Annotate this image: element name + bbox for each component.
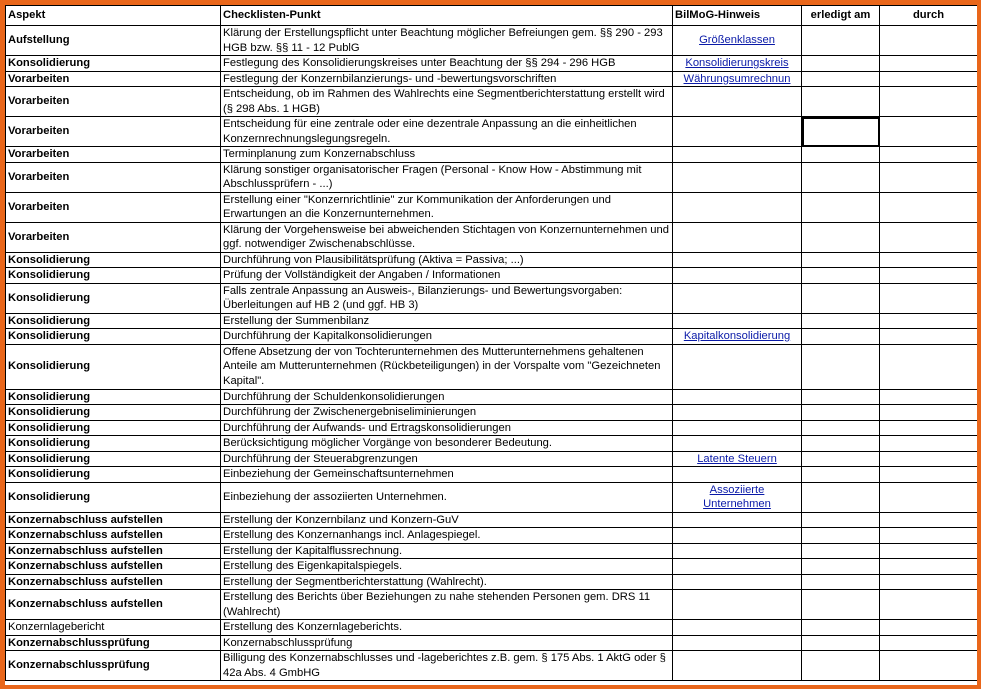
aspect-cell[interactable]: Konsolidierung (6, 344, 221, 389)
done-on-cell[interactable] (802, 405, 880, 421)
done-by-cell[interactable] (880, 26, 978, 56)
aspect-cell[interactable]: Konsolidierung (6, 482, 221, 512)
done-by-cell[interactable] (880, 283, 978, 313)
aspect-cell[interactable]: Konsolidierung (6, 451, 221, 467)
done-by-cell[interactable] (880, 590, 978, 620)
table-row (6, 162, 978, 192)
table-row (6, 56, 978, 72)
bilmog-hint-cell[interactable] (673, 26, 802, 56)
checklist-item-cell[interactable]: Prüfung der Vollständigkeit der Angaben / Informationen (221, 268, 673, 284)
done-on-cell[interactable] (802, 56, 880, 72)
bilmog-hint-link[interactable]: Assoziierte Unternehmen (703, 483, 771, 510)
done-on-cell[interactable] (802, 559, 880, 575)
bilmog-hint-link[interactable]: Währungsumrechnun (683, 72, 791, 85)
checklist-item-cell[interactable]: Durchführung der Aufwands- und Ertragskonsolidierungen (221, 420, 673, 436)
bilmog-hint-cell[interactable] (673, 635, 802, 651)
done-by-cell[interactable] (880, 405, 978, 421)
checklist-item-cell[interactable]: Berücksichtigung möglicher Vorgänge von besonderer Bedeutung. (221, 436, 673, 452)
bilmog-hint-link[interactable]: Latente Steuern (697, 452, 777, 465)
done-by-cell[interactable] (880, 559, 978, 575)
done-on-cell[interactable] (802, 543, 880, 559)
done-by-cell[interactable] (880, 192, 978, 222)
bilmog-hint-cell[interactable] (673, 71, 802, 87)
done-by-cell[interactable] (880, 574, 978, 590)
table-row (6, 329, 978, 345)
checklist-item-cell[interactable]: Einbeziehung der Gemeinschaftsunternehmen (221, 467, 673, 483)
done-by-cell[interactable] (880, 635, 978, 651)
table-row (6, 512, 978, 528)
bilmog-hint-cell[interactable] (673, 528, 802, 544)
done-by-cell[interactable] (880, 344, 978, 389)
done-by-cell[interactable] (880, 268, 978, 284)
aspect-cell[interactable]: Konsolidierung (6, 389, 221, 405)
done-by-cell[interactable] (880, 162, 978, 192)
done-on-cell[interactable] (802, 117, 880, 147)
aspect-cell[interactable]: Konsolidierung (6, 329, 221, 345)
aspect-cell[interactable]: Konsolidierung (6, 420, 221, 436)
done-by-cell[interactable] (880, 543, 978, 559)
done-on-cell[interactable] (802, 528, 880, 544)
done-on-cell[interactable] (802, 283, 880, 313)
checklist-item-cell[interactable]: Durchführung der Zwischenergebniseliminierungen (221, 405, 673, 421)
checklist-item-cell[interactable]: Erstellung des Konzernlageberichts. (221, 620, 673, 636)
bilmog-hint-cell[interactable] (673, 252, 802, 268)
checklist-item-cell[interactable]: Erstellung des Eigenkapitalspiegels. (221, 559, 673, 575)
done-on-cell[interactable] (802, 147, 880, 163)
bilmog-hint-link[interactable]: Konsolidierungskreis (685, 57, 789, 69)
header-row (6, 6, 978, 26)
header-bilmog-hint[interactable]: BilMoG-Hinweis (673, 6, 802, 26)
done-on-cell[interactable] (802, 389, 880, 405)
header-aspect[interactable]: Aspekt (6, 6, 221, 26)
table-row (6, 192, 978, 222)
table-row (6, 420, 978, 436)
aspect-cell[interactable]: Vorarbeiten (6, 192, 221, 222)
checklist-item-cell[interactable]: Offene Absetzung der von Tochterunternehmen des Mutterunternehmens gehaltenen Anteile am Mutterunternehmen (Rückbeteiligungen) in der Vorspalte vom "Gezeichneten Kapital". (221, 344, 673, 389)
table-row (6, 147, 978, 163)
table-row (6, 574, 978, 590)
done-by-cell[interactable] (880, 222, 978, 252)
table-row (6, 590, 978, 620)
aspect-cell[interactable]: Konsolidierung (6, 56, 221, 72)
aspect-cell[interactable]: Konzernabschluss aufstellen (6, 512, 221, 528)
checklist-item-cell[interactable]: Klärung der Erstellungspflicht unter Beachtung möglicher Befreiungen gem. §§ 290 - 293 HGB bzw. §§ 11 - 12 PublG (221, 26, 673, 56)
checklist-item-cell[interactable]: Klärung sonstiger organisatorischer Fragen (Personal - Know How - Abstimmung mit Abschlussprüfern - ...) (221, 162, 673, 192)
table-row (6, 222, 978, 252)
checklist-body (6, 26, 978, 681)
done-by-cell[interactable] (880, 87, 978, 117)
checklist-item-cell[interactable]: Terminplanung zum Konzernabschluss (221, 147, 673, 163)
table-row (6, 283, 978, 313)
bilmog-hint-cell[interactable] (673, 482, 802, 512)
table-row (6, 71, 978, 87)
done-on-cell[interactable] (802, 512, 880, 528)
done-by-cell[interactable] (880, 252, 978, 268)
bilmog-hint-cell[interactable] (673, 620, 802, 636)
checklist-item-cell[interactable]: Durchführung der Kapitalkonsolidierungen (221, 329, 673, 345)
checklist-item-cell[interactable]: Festlegung der Konzernbilanzierungs- und -bewertungsvorschriften (221, 71, 673, 87)
aspect-cell[interactable]: Konsolidierung (6, 268, 221, 284)
bilmog-hint-cell[interactable] (673, 405, 802, 421)
checklist-item-cell[interactable]: Erstellung der Segmentberichterstattung (Wahlrecht). (221, 574, 673, 590)
aspect-cell[interactable]: Konsolidierung (6, 467, 221, 483)
table-row (6, 436, 978, 452)
checklist-item-cell[interactable]: Falls zentrale Anpassung an Ausweis-, Bilanzierungs- und Bewertungsvorgaben: Überleitungen auf HB 2 (und ggf. HB 3) (221, 283, 673, 313)
done-by-cell[interactable] (880, 467, 978, 483)
checklist-item-cell[interactable]: Einbeziehung der assoziierten Unternehmen. (221, 482, 673, 512)
done-on-cell[interactable] (802, 420, 880, 436)
bilmog-hint-cell[interactable] (673, 268, 802, 284)
done-by-cell[interactable] (880, 420, 978, 436)
table-row (6, 87, 978, 117)
table-row (6, 268, 978, 284)
table-row (6, 389, 978, 405)
done-on-cell[interactable] (802, 329, 880, 345)
checklist-item-cell[interactable]: Festlegung des Konsolidierungskreises unter Beachtung der §§ 294 - 296 HGB (221, 56, 673, 72)
table-row (6, 482, 978, 512)
table-row (6, 467, 978, 483)
done-on-cell[interactable] (802, 162, 880, 192)
done-by-cell[interactable] (880, 651, 978, 681)
checklist-item-cell[interactable]: Konzernabschlussprüfung (221, 635, 673, 651)
bilmog-hint-cell[interactable] (673, 651, 802, 681)
bilmog-hint-cell[interactable] (673, 329, 802, 345)
checklist-item-cell[interactable]: Durchführung der Schuldenkonsolidierungen (221, 389, 673, 405)
done-by-cell[interactable] (880, 117, 978, 147)
table-row (6, 313, 978, 329)
checklist-item-cell[interactable]: Erstellung der Kapitalflussrechnung. (221, 543, 673, 559)
done-on-cell[interactable] (802, 192, 880, 222)
aspect-cell[interactable]: Konsolidierung (6, 405, 221, 421)
done-on-cell[interactable] (802, 436, 880, 452)
aspect-cell[interactable]: Vorarbeiten (6, 71, 221, 87)
table-row (6, 451, 978, 467)
table-row (6, 405, 978, 421)
done-on-cell[interactable] (802, 451, 880, 467)
done-on-cell[interactable] (802, 574, 880, 590)
bilmog-hint-cell[interactable] (673, 467, 802, 483)
table-row (6, 252, 978, 268)
checklist-item-cell[interactable]: Durchführung von Plausibilitätsprüfung (Aktiva = Passiva; ...) (221, 252, 673, 268)
checklist-item-cell[interactable]: Entscheidung, ob im Rahmen des Wahlrechts eine Segmentberichterstattung erstellt wird (§ 298 Abs. 1 HGB) (221, 87, 673, 117)
checklist-item-cell[interactable]: Durchführung der Steuerabgrenzungen (221, 451, 673, 467)
done-on-cell[interactable] (802, 313, 880, 329)
aspect-cell[interactable]: Vorarbeiten (6, 117, 221, 147)
header-done-on[interactable]: erledigt am (802, 6, 880, 26)
done-on-cell[interactable] (802, 590, 880, 620)
done-on-cell[interactable] (802, 222, 880, 252)
done-by-cell[interactable] (880, 147, 978, 163)
header-done-by[interactable]: durch (880, 6, 978, 26)
bilmog-hint-cell[interactable] (673, 590, 802, 620)
bilmog-hint-cell[interactable] (673, 147, 802, 163)
aspect-cell[interactable]: Vorarbeiten (6, 147, 221, 163)
bilmog-hint-cell[interactable] (673, 313, 802, 329)
done-by-cell[interactable] (880, 329, 978, 345)
bilmog-hint-cell[interactable] (673, 512, 802, 528)
done-on-cell[interactable] (802, 87, 880, 117)
bilmog-hint-cell[interactable] (673, 344, 802, 389)
table-row (6, 651, 978, 681)
bilmog-hint-link[interactable]: Kapitalkonsolidierung (683, 330, 791, 342)
done-on-cell[interactable] (802, 467, 880, 483)
table-row (6, 543, 978, 559)
checklist-item-cell[interactable]: Entscheidung für eine zentrale oder eine dezentrale Anpassung an die einheitlichen Konzernrechnungslegungsregeln. (221, 117, 673, 147)
checklist-item-cell[interactable]: Erstellung der Summenbilanz (221, 313, 673, 329)
done-by-cell[interactable] (880, 71, 978, 87)
bilmog-hint-cell[interactable] (673, 56, 802, 72)
bilmog-hint-cell[interactable] (673, 559, 802, 575)
bilmog-hint-cell[interactable] (673, 389, 802, 405)
done-on-cell[interactable] (802, 620, 880, 636)
done-by-cell[interactable] (880, 482, 978, 512)
checklist-item-cell[interactable]: Klärung der Vorgehensweise bei abweichenden Stichtagen von Konzernunternehmen und ggf. notwendiger Zwischenabschlüsse. (221, 222, 673, 252)
aspect-cell[interactable]: Konsolidierung (6, 313, 221, 329)
bilmog-hint-cell[interactable] (673, 436, 802, 452)
aspect-cell[interactable]: Konzernabschluss aufstellen (6, 590, 221, 620)
table-row (6, 26, 978, 56)
aspect-cell[interactable]: Konzernabschluss aufstellen (6, 528, 221, 544)
bilmog-hint-cell[interactable] (673, 192, 802, 222)
bilmog-hint-link[interactable]: Größenklassen (699, 34, 775, 47)
bilmog-hint-cell[interactable] (673, 222, 802, 252)
aspect-cell[interactable]: Vorarbeiten (6, 87, 221, 117)
bilmog-hint-cell[interactable] (673, 283, 802, 313)
done-by-cell[interactable] (880, 313, 978, 329)
bilmog-hint-cell[interactable] (673, 451, 802, 467)
table-row (6, 620, 978, 636)
bilmog-hint-cell[interactable] (673, 87, 802, 117)
aspect-cell[interactable]: Vorarbeiten (6, 162, 221, 192)
bilmog-hint-cell[interactable] (673, 420, 802, 436)
done-by-cell[interactable] (880, 389, 978, 405)
aspect-cell[interactable]: Konzernabschluss aufstellen (6, 574, 221, 590)
table-row (6, 528, 978, 544)
done-on-cell[interactable] (802, 71, 880, 87)
aspect-cell[interactable]: Aufstellung (6, 26, 221, 56)
aspect-cell[interactable]: Konsolidierung (6, 283, 221, 313)
done-by-cell[interactable] (880, 436, 978, 452)
aspect-cell[interactable]: Konzernabschlussprüfung (6, 635, 221, 651)
checklist-item-cell[interactable]: Erstellung des Berichts über Beziehungen zu nahe stehenden Personen gem. DRS 11 (Wahlrecht) (221, 590, 673, 620)
done-by-cell[interactable] (880, 512, 978, 528)
done-by-cell[interactable] (880, 451, 978, 467)
checklist-table (5, 5, 977, 681)
header-checklist-item[interactable]: Checklisten-Punkt (221, 6, 673, 26)
bilmog-hint-cell[interactable] (673, 574, 802, 590)
done-on-cell[interactable] (802, 252, 880, 268)
aspect-cell[interactable]: Konzernabschlussprüfung (6, 651, 221, 681)
done-by-cell[interactable] (880, 620, 978, 636)
aspect-cell[interactable]: Konzernabschluss aufstellen (6, 559, 221, 575)
table-row (6, 635, 978, 651)
spreadsheet (5, 5, 977, 685)
checklist-item-cell[interactable]: Erstellung des Konzernanhangs incl. Anlagespiegel. (221, 528, 673, 544)
table-row (6, 559, 978, 575)
done-on-cell[interactable] (802, 26, 880, 56)
checklist-item-cell[interactable]: Erstellung einer "Konzernrichtlinie" zur Kommunikation der Anforderungen und Erwartungen an die Konzernunternehmen. (221, 192, 673, 222)
done-on-cell[interactable] (802, 482, 880, 512)
checklist-item-cell[interactable]: Billigung des Konzernabschlusses und -lageberichtes z.B. gem. § 175 Abs. 1 AktG oder § 42a Abs. 4 GmbHG (221, 651, 673, 681)
done-on-cell[interactable] (802, 344, 880, 389)
bilmog-hint-cell[interactable] (673, 117, 802, 147)
aspect-cell[interactable]: Konsolidierung (6, 436, 221, 452)
table-row (6, 117, 978, 147)
done-on-cell[interactable] (802, 651, 880, 681)
aspect-cell[interactable]: Vorarbeiten (6, 222, 221, 252)
checklist-item-cell[interactable]: Erstellung der Konzernbilanz und Konzern-GuV (221, 512, 673, 528)
done-by-cell[interactable] (880, 56, 978, 72)
aspect-cell[interactable]: Konzernabschluss aufstellen (6, 543, 221, 559)
bilmog-hint-cell[interactable] (673, 162, 802, 192)
table-row (6, 344, 978, 389)
done-on-cell[interactable] (802, 268, 880, 284)
bilmog-hint-cell[interactable] (673, 543, 802, 559)
aspect-cell[interactable]: Konzernlagebericht (6, 620, 221, 636)
aspect-cell[interactable]: Konsolidierung (6, 252, 221, 268)
done-on-cell[interactable] (802, 635, 880, 651)
done-by-cell[interactable] (880, 528, 978, 544)
